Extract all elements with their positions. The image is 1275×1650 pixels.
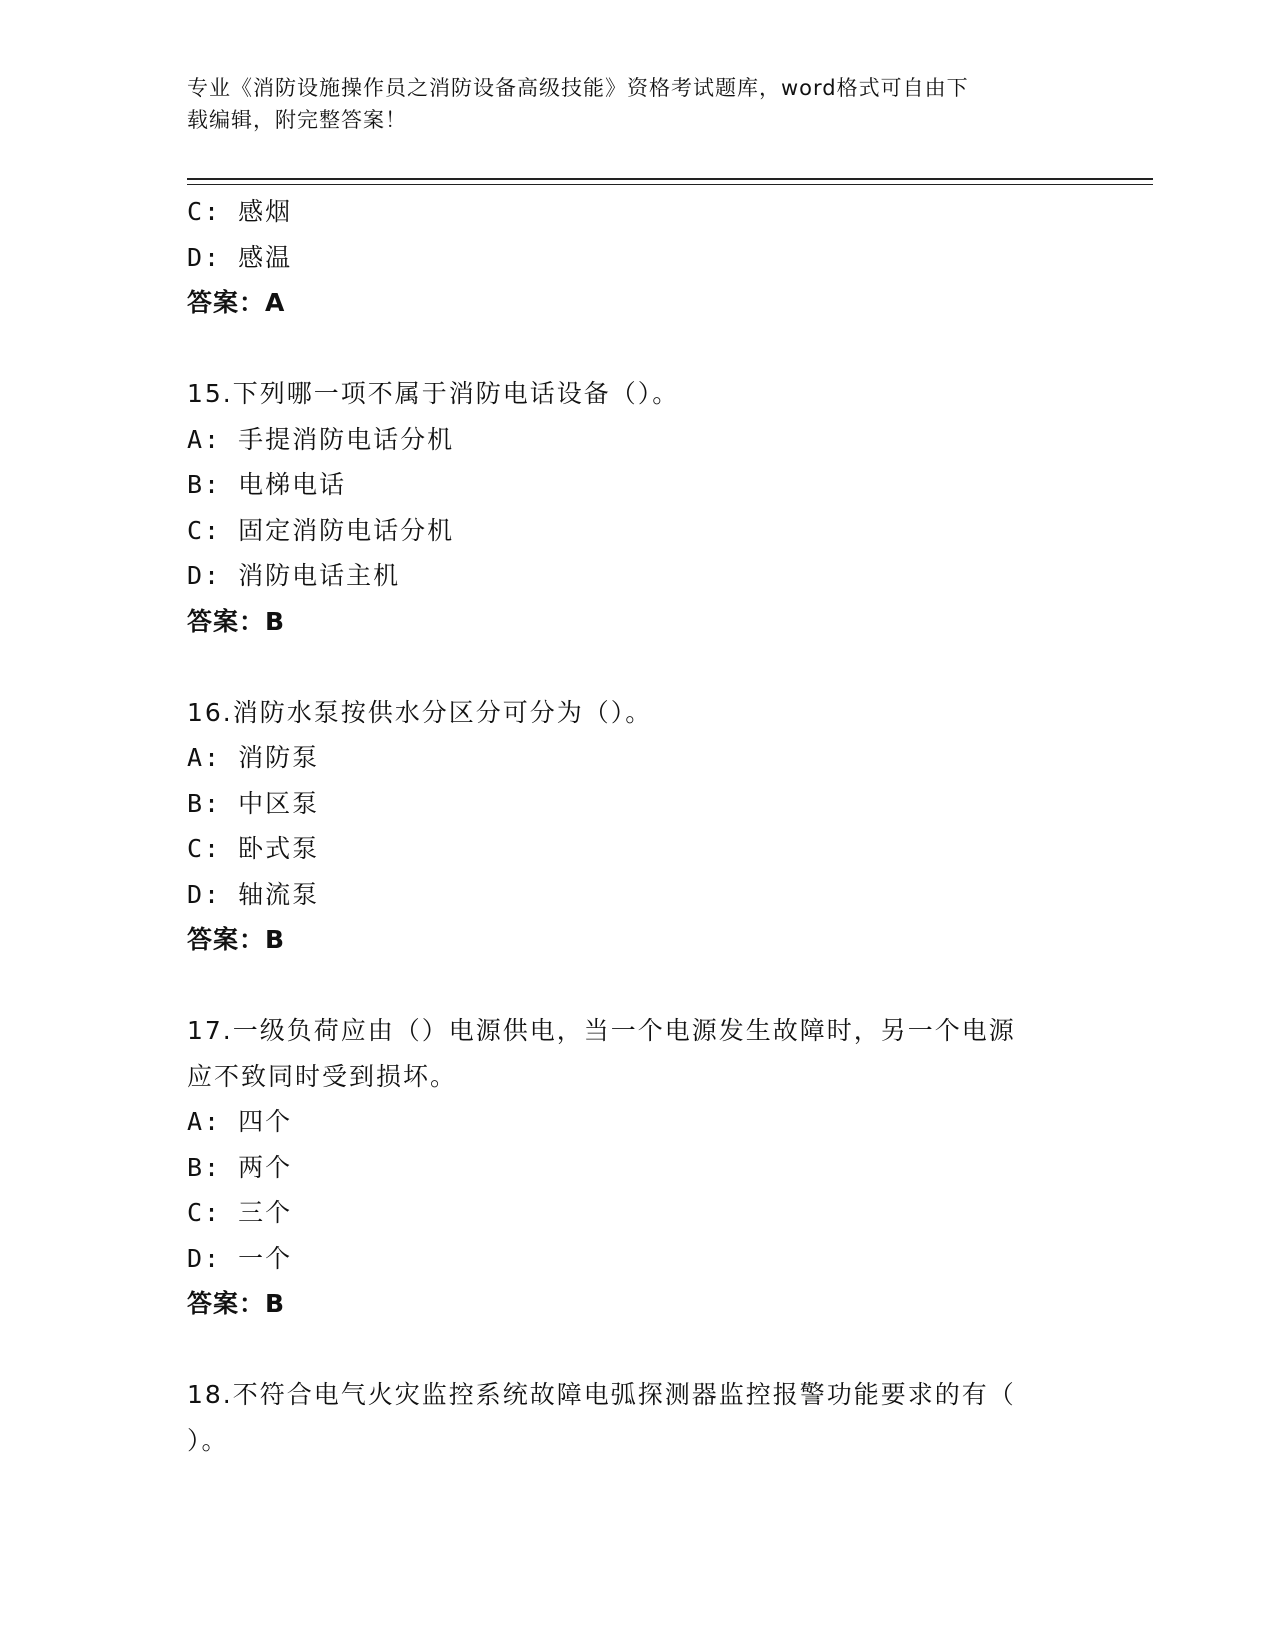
header-line-1: 专业《消防设施操作员之消防设备高级技能》资格考试题库，word格式可自由下	[187, 76, 969, 100]
option-b: B: 中区泵	[187, 788, 320, 818]
option-a: A: 手提消防电话分机	[187, 424, 455, 454]
answer: 答案：B	[187, 1289, 286, 1318]
option-d: D: 一个	[187, 1243, 293, 1273]
header-line-2: 载编辑，附完整答案！	[187, 108, 407, 132]
question-15	[187, 371, 1087, 644]
question-stem: 15.下列哪一项不属于消防电话设备（）。	[187, 379, 680, 408]
question-list	[187, 189, 1087, 1463]
option-c: C: 三个	[187, 1198, 293, 1227]
option-b: B: 电梯电话	[187, 470, 347, 499]
question-stem: 17.一级负荷应由（）电源供电，当一个电源发生故障时，另一个电源	[187, 1016, 1016, 1045]
option-c: C: 感烟	[187, 197, 293, 226]
option-c: C: 固定消防电话分机	[187, 515, 455, 545]
option-d: D: 轴流泵	[187, 879, 320, 909]
question-17	[187, 1008, 1087, 1327]
question-stem: 16.消防水泵按供水分区分可分为（）。	[187, 697, 653, 727]
option-d: D: 感温	[187, 242, 293, 272]
header-rule-thick	[187, 178, 1153, 180]
question-16	[187, 690, 1087, 963]
option-c: C: 卧式泵	[187, 834, 320, 863]
question-stem-cont: ）。	[187, 1425, 229, 1455]
option-d: D: 消防电话主机	[187, 561, 401, 590]
question-18	[187, 1372, 1087, 1463]
answer: 答案：B	[187, 925, 286, 954]
answer: 答案：B	[187, 606, 286, 636]
option-b: B: 两个	[187, 1152, 293, 1182]
partial-question	[187, 189, 1087, 326]
header-rule-thin	[187, 184, 1153, 185]
question-stem-cont: 应不致同时受到损坏。	[187, 1061, 458, 1091]
spacer	[187, 326, 1087, 372]
spacer	[187, 644, 1087, 690]
document-header	[187, 72, 1067, 136]
spacer	[187, 1327, 1087, 1373]
option-a: A: 消防泵	[187, 743, 320, 772]
question-stem: 18.不符合电气火灾监控系统故障电弧探测器监控报警功能要求的有（	[187, 1380, 1016, 1409]
option-a: A: 四个	[187, 1107, 293, 1136]
answer: 答案：A	[187, 288, 286, 317]
spacer	[187, 963, 1087, 1009]
